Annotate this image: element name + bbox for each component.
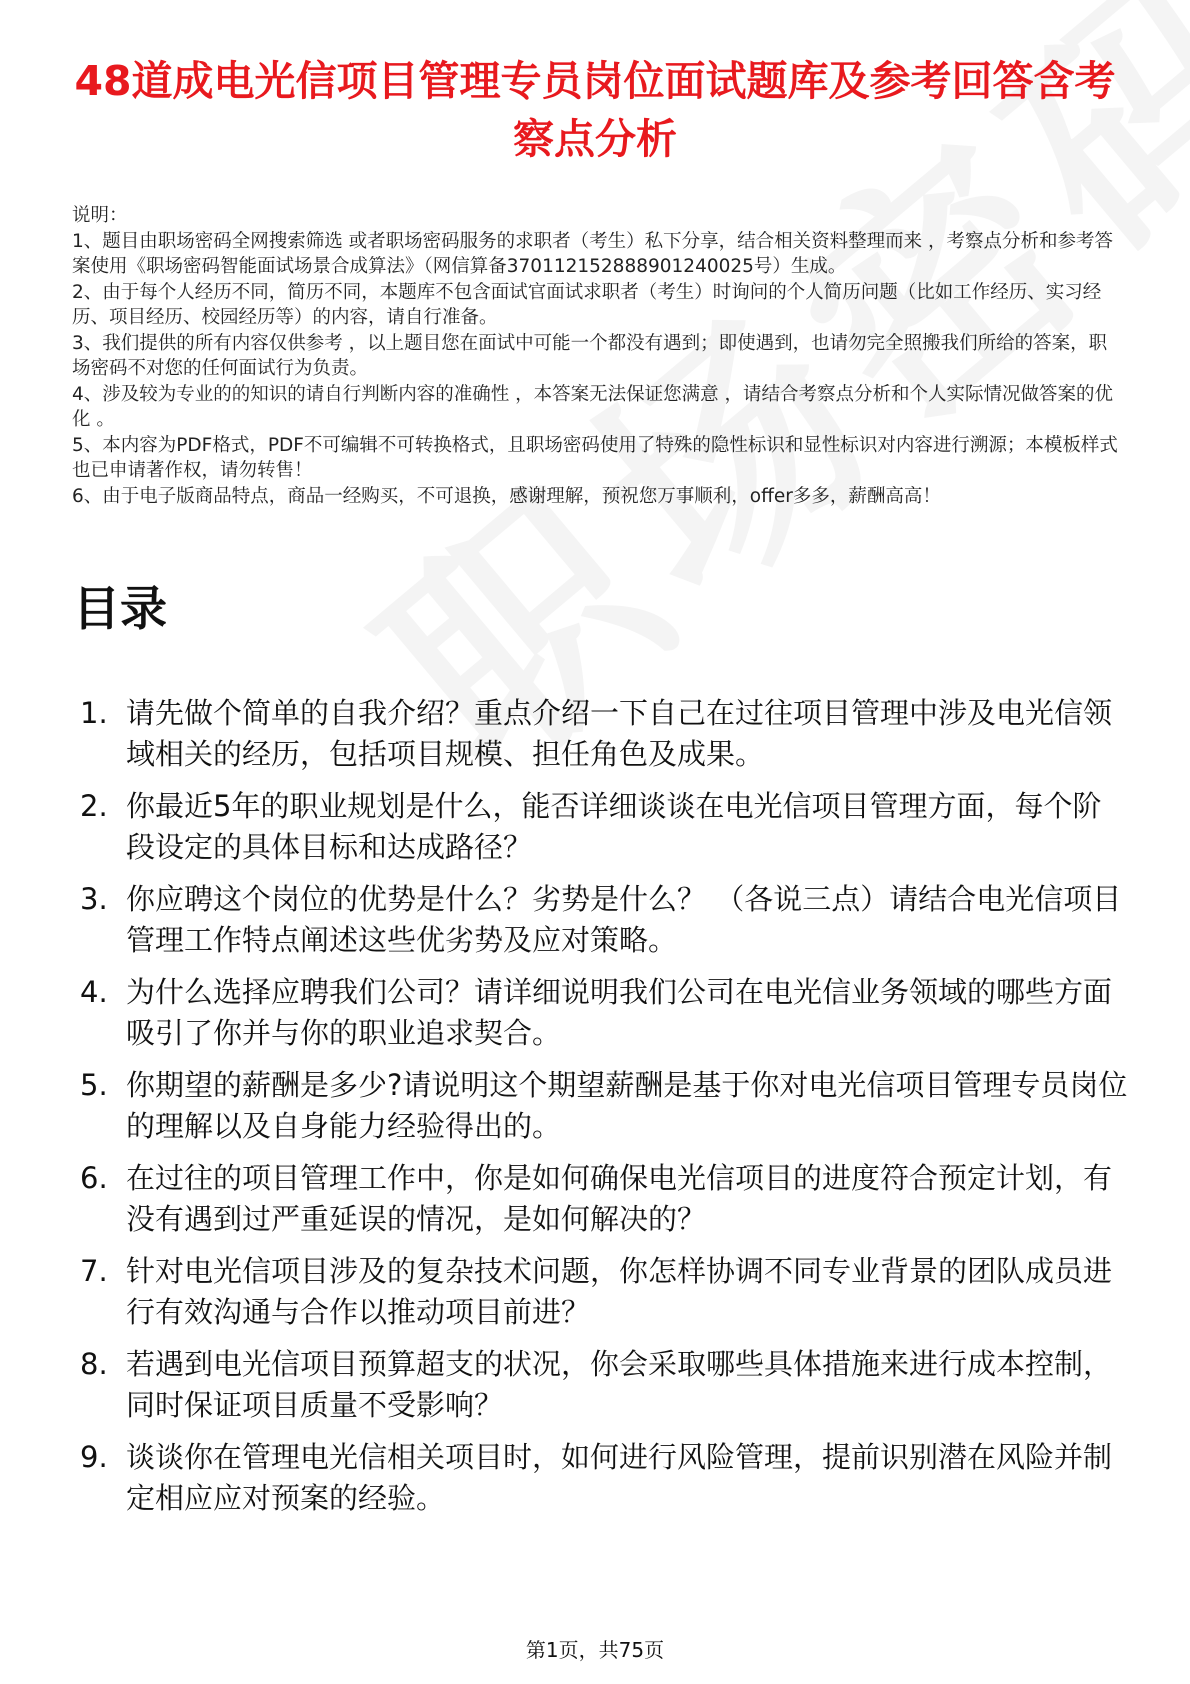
toc-item-text: 在过往的项目管理工作中，你是如何确保电光信项目的进度符合预定计划，有没有遇到过严重延误的情况，是如何解决的？: [126, 1161, 1113, 1236]
notes-heading: 说明：: [72, 205, 128, 226]
toc-item-number: 2.: [80, 789, 108, 823]
toc-item-text: 你最近5年的职业规划是什么，能否详细谈谈在电光信项目管理方面，每个阶段设定的具体目标和达成路径？: [126, 789, 1102, 864]
document-title: 48道成电光信项目管理专员岗位面试题库及参考回答含考察点分析: [74, 57, 1116, 163]
toc-item-text: 针对电光信项目涉及的复杂技术问题，你怎样协调不同专业背景的团队成员进行有效沟通与合作以推动项目前进？: [126, 1254, 1113, 1329]
note-item: 5、本内容为PDF格式，PDF不可编辑不可转换格式，且职场密码使用了特殊的隐性标识和显性标识对内容进行溯源；本模板样式也已申请著作权，请勿转售！: [72, 434, 1118, 481]
toc-item-number: 9.: [80, 1440, 108, 1474]
toc-item-number: 8.: [80, 1347, 108, 1381]
toc-item-text: 若遇到电光信项目预算超支的状况，你会采取哪些具体措施来进行成本控制，同时保证项目质量不受影响？: [126, 1347, 1113, 1422]
toc-item-number: 6.: [80, 1161, 108, 1195]
toc-item-text: 你应聘这个岗位的优势是什么？劣势是什么？ （各说三点）请结合电光信项目管理工作特点阐述这些优劣势及应对策略。: [126, 882, 1122, 957]
toc-item[interactable]: [80, 1065, 1130, 1147]
page-footer: 第1页，共75页: [525, 1638, 665, 1662]
toc-item-text: 为什么选择应聘我们公司？请详细说明我们公司在电光信业务领域的哪些方面吸引了你并与你的职业追求契合。: [126, 975, 1113, 1050]
toc-item[interactable]: [80, 1158, 1130, 1240]
toc-item-number: 7.: [80, 1254, 108, 1288]
toc-item[interactable]: [80, 786, 1130, 868]
toc-item[interactable]: [80, 1344, 1130, 1426]
table-of-contents: [80, 693, 1130, 1530]
toc-heading: 目录: [73, 582, 167, 637]
toc-item-text: 谈谈你在管理电光信相关项目时，如何进行风险管理，提前识别潜在风险并制定相应应对预案的经验。: [126, 1440, 1113, 1515]
note-item: 4、涉及较为专业的的知识的请自行判断内容的准确性 ，本答案无法保证您满意 ，请结合考察点分析和个人实际情况做答案的优化 。: [72, 383, 1114, 430]
toc-item-number: 3.: [80, 882, 108, 916]
note-item: 1、题目由职场密码全网搜索筛选 或者职场密码服务的求职者（考生）私下分享，结合相关资料整理而来 ，考察点分析和参考答案使用《职场密码智能面试场景合成算法》（网信算备370112152888901240025号）生成。: [72, 230, 1114, 277]
toc-item-text: 你期望的薪酬是多少?请说明这个期望薪酬是基于你对电光信项目管理专员岗位的理解以及自身能力经验得出的。: [126, 1068, 1128, 1143]
toc-item-text: 请先做个简单的自我介绍？重点介绍一下自己在过往项目管理中涉及电光信领域相关的经历，包括项目规模、担任角色及成果。: [126, 696, 1113, 771]
note-item: 2、由于每个人经历不同，简历不同，本题库不包含面试官面试求职者（考生）时询问的个人简历问题（比如工作经历、实习经历、项目经历、校园经历等）的内容，请自行准备。: [72, 281, 1102, 328]
toc-item[interactable]: [80, 1437, 1130, 1519]
toc-item-number: 5.: [80, 1068, 108, 1102]
toc-item[interactable]: [80, 879, 1130, 961]
toc-item[interactable]: [80, 1251, 1130, 1333]
note-item: 6、由于电子版商品特点，商品一经购买，不可退换，感谢理解，预祝您万事顺利，offer多多，薪酬高高！: [72, 485, 941, 507]
toc-item[interactable]: [80, 693, 1130, 775]
toc-item-number: 4.: [80, 975, 108, 1009]
note-item: 3、我们提供的所有内容仅供参考 ，以上题目您在面试中可能一个都没有遇到；即使遇到，也请勿完全照搬我们所给的答案，职场密码不对您的任何面试行为负责。: [72, 332, 1108, 379]
toc-item-number: 1.: [80, 696, 108, 730]
toc-item[interactable]: [80, 972, 1130, 1054]
notes-section: [72, 203, 1122, 509]
